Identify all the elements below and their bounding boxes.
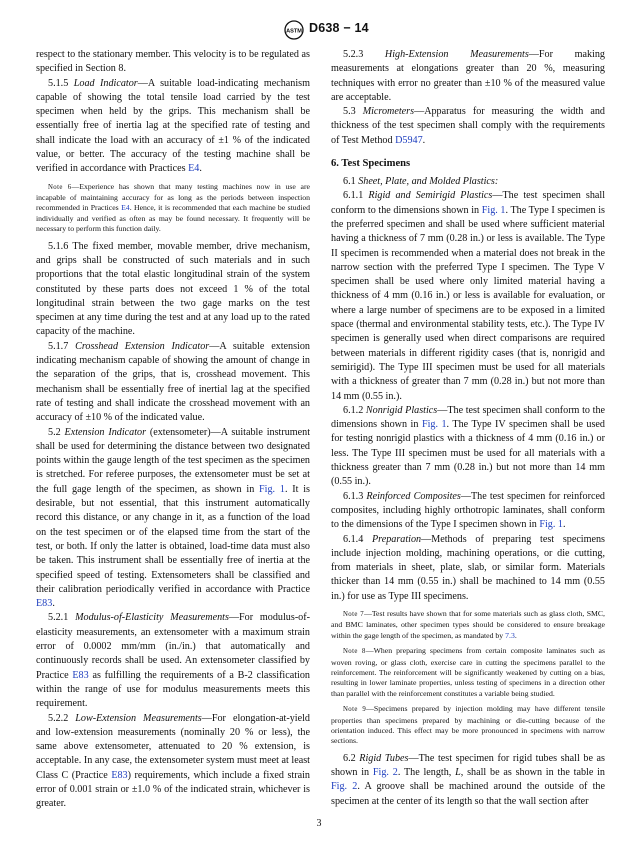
ref-fig-2-link[interactable]: Fig. 2 [372,767,398,779]
page-number: 3 [316,818,322,829]
ref-fig-2-link[interactable]: Fig. 2 [331,781,358,793]
ref-e4-link[interactable]: E4 [121,203,130,213]
paragraph-5-2-2: 5.2.2 Low-Extension Measurements—For elongation-at-yield and low-extension measurements (nominally 20 % or less), the same above extensometer, attenuated to 20 % extension, is acceptable. In any case, the extensometer system must meet at least Class C (Practice E83) requirements, which include a fixed strain error of 0.001 strain or ±1.0 % of the indicated strain, whichever is greater. [36,712,310,810]
note-7: Note 7—Test results have shown that for some materials such as glass cloth, SMC, and BMC laminates, other specimen types should be considered to ensure breakage within the gage length of the specimen, as mandated by 7.3. [331,608,605,640]
paragraph-6-1-2: 6.1.2 Nonrigid Plastics—The test specimen shall conform to the dimensions shown in Fig. 1. The Type IV specimen shall be used for testing nonrigid plastics with a thickness of 4 mm (0.16 in.) or less. The Type III specimen must be used for all materials with a thickness greater than 7 mm (0.28 in.) but not more than 14 mm (0.55 in.). [331,404,605,488]
paragraph-6-1-4: 6.1.4 Preparation—Methods of preparing test specimens include injection molding, machining operations, or die cutting, from materials in sheet, plate, slab, or similar form. Materials thicker than 14 mm (0.55 in.) shall be machined to 14 mm (0.55 in.) for use as Type III specimens. [331,533,605,602]
paragraph-5-1-4-continued: respect to the stationary member. This velocity is to be regulated as specified in Section 8. [36,49,310,75]
right-column [331,48,605,809]
paragraph-6-1-1: 6.1.1 Rigid and Semirigid Plastics—The test specimen shall conform to the dimensions shown in Fig. 1. The Type I specimen is the preferred specimen and shall be used where sufficient material having a thickness of 7 mm (0.28 in.) or less is available. The Type II specimen is recommended when a material does not break in the narrow section with the preferred Type I specimen. The Type V specimen shall be used where only limited material having a thickness of 4 mm (0.16 in.) or less is available for evaluation, or where a large number of specimens are to be exposed in a limited space (thermal and environmental stability tests, etc.). The Type IV specimen is generally used when direct comparisons are required between materials in different rigidity cases (that is, nonrigid and semirigid). The Type III specimen must be used for all materials with a thickness of greater than 7 mm (0.28 in.) but not more than 14 mm (0.55 in.). [331,190,606,402]
paragraph-6-1-3: 6.1.3 Reinforced Composites—The test specimen for reinforced composites, including highly orthotropic laminates, shall conform to the dimensions of the Type I specimen shown in Fig. 1. [331,490,605,531]
paragraph-5-2-3: 5.2.3 High-Extension Measurements—For making measurements at elongations greater than 20 %, measuring techniques with error no greater than ±10 % of the measured value are acceptable. [331,49,605,103]
page-header [0,18,638,44]
ref-fig-1-link[interactable]: Fig. 1 [421,419,447,431]
paragraph-6-2: 6.2 Rigid Tubes—The test specimen for rigid tubes shall be as shown in Fig. 2. The length, L, shall be as shown in the table in Fig. 2. A groove shall be machined around the outside of the specimen at the center of its length so that the wall section after [331,752,605,807]
note-8: Note 8—When preparing specimens from certain composite laminates such as woven roving, or glass cloth, exercise care in cutting the specimens parallel to the reinforcement. The reinforcement will be significantly weakened by cutting on a bias, resulting in lower laminate properties, unless testing of specimens in a direction other than parallel with the reinforcement constitutes a variable being studied. [331,646,605,698]
ref-fig-1-link[interactable]: Fig. 1 [539,519,563,531]
paragraph-5-1-5: 5.1.5 Load Indicator—A suitable load-indicating mechanism capable of showing the total tensile load carried by the test specimen when held by the grips. This mechanism shall be essentially free of inertia lag at the specified rate of testing and shall indicate the load with an accuracy of ±1 % of the indicated value, or better. The accuracy of the testing machine shall be verified in accordance with Practices E4. [36,77,310,175]
paragraph-5-3: 5.3 Micrometers—Apparatus for measuring the width and thickness of the test specimen shall comply with the requirements of Test Method D5947. [331,106,605,146]
ref-section-7-3-link[interactable]: 7.3 [505,630,515,640]
ref-d5947-link[interactable]: D5947 [395,134,423,146]
ref-e83-link[interactable]: E83 [111,769,128,781]
logo-text: ASTM [286,28,302,35]
paragraph-5-2: 5.2 Extension Indicator (extensometer)—A suitable instrument shall be used for determining the distance between two designated points within the gauge length of the test specimen as the specimen is stretched. For referee purposes, the extensometer must be set at the full gage length of the specimen, as shown in Fig. 1. It is desirable, but not essential, that this instrument automatically record this distance, or any change in it, as a function of the load on the test specimen or of the elapsed time from the start of the test, or both. If only the latter is obtained, load-time data must also be taken. This instrument shall be essentially free of inertia at the specified speed of testing. Extensometers shall be classified and their calibration periodically verified in accordance with Practice E83. [36,426,311,610]
astm-logo-icon [284,20,304,40]
ref-e83-link[interactable]: E83 [72,669,89,681]
section-heading-6: 6. Test Specimens [331,158,411,170]
left-column [36,48,310,812]
paragraph-5-1-7: 5.1.7 Crosshead Extension Indicator—A suitable extension indicating mechanism capable of showing the amount of change in the separation of the grips, that is, crosshead movement. This mechanism shall be essentially free of inertial lag at the specified rate of testing and shall indicate the crosshead movement with an accuracy of ±10 % of the indicated value. [36,340,310,424]
standard-designation: D638 − 14 [309,21,369,35]
paragraph-5-1-6: 5.1.6 The fixed member, movable member, drive mechanism, and grips shall be constructed of such materials and in such proportions that the total elastic longitudinal strain of the system constituted by these parts does not exceed 1 % of the total longitudinal strain between the two gage marks on the test specimen at any time during the test and at any load up to the rated capacity of the machine. [36,240,310,338]
note-9: Note 9—Specimens prepared by injection molding may have different tensile properties than specimens prepared by machining or die-cutting because of the orientation induced. This effect may be more pronounced in specimens with narrow sections. [331,704,605,746]
ref-fig-1-link[interactable]: Fig. 1 [481,204,506,216]
note-6: Note 6—Experience has shown that many testing machines now in use are incapable of maintaining accuracy for as long as the periods between inspection recommended in Practices E4. Hence, it is recommended that each machine be studied individually and verified as often as may be found necessary. It frequently will be necessary to perform this function daily. [36,181,310,234]
ref-e4-link[interactable]: E4 [188,163,200,175]
ref-e83-link[interactable]: E83 [36,598,53,610]
ref-fig-1-link[interactable]: Fig. 1 [259,483,285,495]
paragraph-5-2-1: 5.2.1 Modulus-of-Elasticity Measurements—For modulus-of-elasticity measurements, an extensometer with a maximum strain error of 0.0002 mm/mm (in./in.) that automatically and continuously records shall be used. An extensometer classified by Practice E83 as fulfilling the requirements of a B-2 classification within the range of use for modulus measurements meets this requirement. [36,612,310,710]
paragraph-6-1: 6.1 Sheet, Plate, and Molded Plastics: [343,176,499,188]
